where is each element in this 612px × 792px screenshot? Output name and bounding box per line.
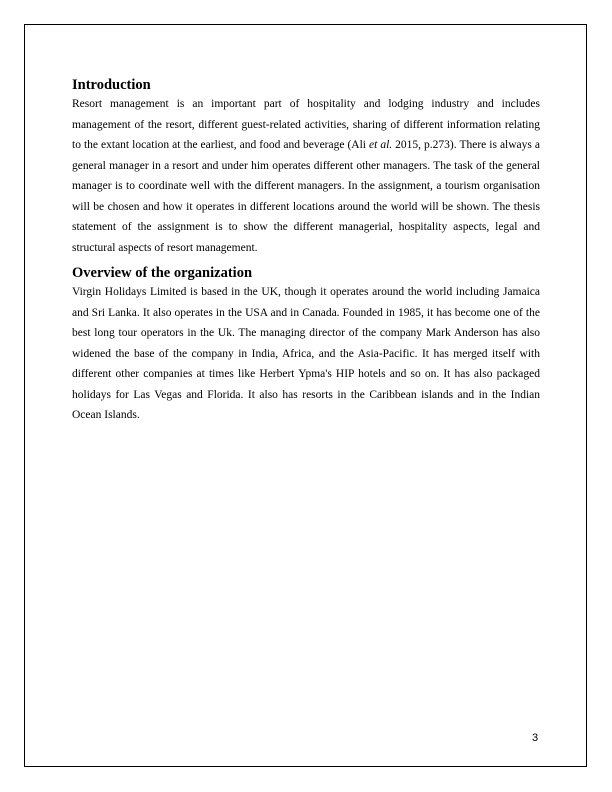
page-number: 3 [532, 732, 539, 744]
introduction-text-end: 2015, p.273). There is always a general manager in a resort and under him operates different other managers. The task of the general manager is to coordinate well with the different managers. In the assignment, a tourism organisation will be chosen and how it operates in different locations around the world will be shown. The thesis statement of the assignment is to show the different managerial, hospitality aspects, legal and structural aspects of resort management. [72, 139, 540, 254]
document-body [72, 76, 540, 426]
citation-et-al: et al. [369, 139, 393, 151]
overview-heading: Overview of the organization [72, 265, 253, 281]
overview-section [72, 264, 540, 426]
introduction-section [72, 76, 540, 258]
introduction-heading: Introduction [72, 77, 151, 93]
introduction-paragraph [72, 94, 540, 258]
introduction-text-start: Resort management is an important part of hospitality and lodging industry and includes management of the resort, different guest-related activities, sharing of different information relating to the extant location at the earliest, and food and beverage (Ali [72, 98, 540, 151]
overview-paragraph: Virgin Holidays Limited is based in the UK, though it operates around the world including Jamaica and Sri Lanka. It also operates in the USA and in Canada. Founded in 1985, it has become one of the best long tour operators in the Uk. The managing director of the company Mark Anderson has also widened the base of the company in India, Africa, and the Asia-Pacific. It has merged itself with different other companies at times like Herbert Ypma's HIP hotels and so on. It has also packaged holidays for Las Vegas and Florida. It also has resorts in the Caribbean islands and in the Indian Ocean Islands. [72, 286, 540, 421]
